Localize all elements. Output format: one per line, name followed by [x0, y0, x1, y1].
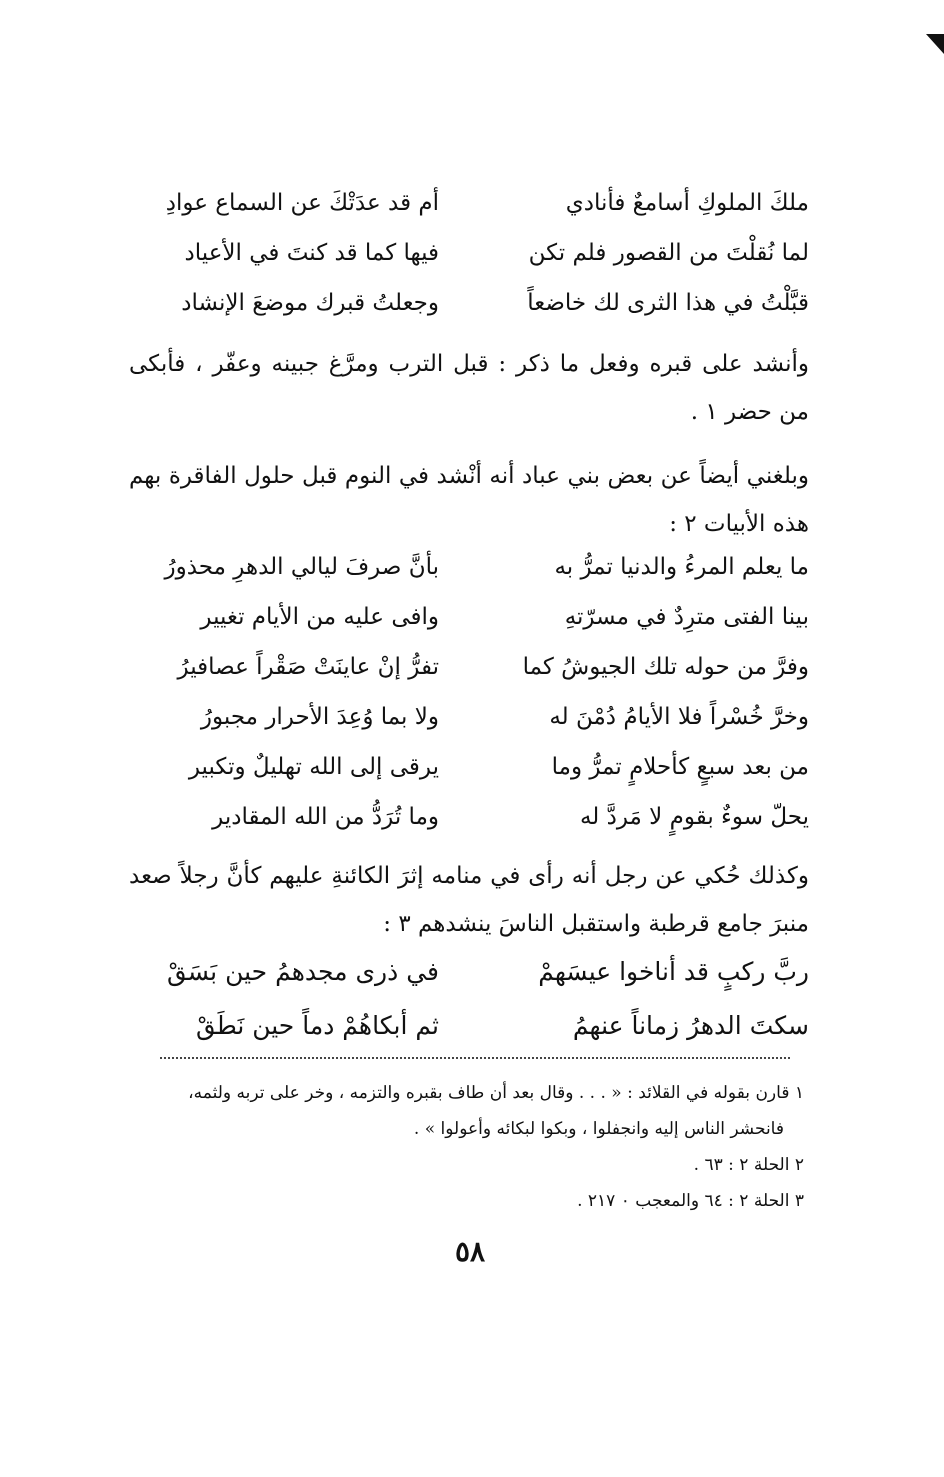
- verse-line: [129, 542, 809, 592]
- hemistich-first: يحلّ سوءٌ بقومٍ لا مَردَّ له: [579, 804, 809, 830]
- footnotes: [124, 1075, 804, 1219]
- hemistich-second: وافى عليه من الأيام تغيير: [200, 604, 439, 630]
- footnote-divider: [160, 1057, 790, 1059]
- paragraph-1: [129, 340, 809, 436]
- hemistich-second: في ذرى مجدهمُ حين بَسَقْ: [167, 957, 439, 986]
- page-number: ٥٨: [454, 1235, 486, 1268]
- verse-line: [129, 278, 809, 328]
- hemistich-first: ملكَ الملوكِ أسامعٌ فأنادي: [565, 190, 809, 216]
- verse-line: [129, 945, 809, 999]
- footnote-line: ١ قارن بقوله في القلائد : « . . . وقال بعد أن طاف بقبره والتزمه ، وخر على تربه ولثمه،: [188, 1083, 804, 1103]
- verse-line: [129, 592, 809, 642]
- verses-middle: [129, 542, 809, 842]
- hemistich-second: ثم أبكاهُمْ دماً حين نَطَقْ: [195, 1011, 439, 1040]
- hemistich-second: وما تُرَدُّ من الله المقادير: [212, 804, 439, 830]
- paragraph-text: وأنشد على قبره وفعل ما ذكر : قبل الترب ومرَّغ جبينه وعفّر ، فأبكى من حضر ١ .: [129, 351, 809, 425]
- hemistich-second: تفرُّ إنْ عاينَتْ صَقْراً عصافيرُ: [177, 654, 439, 680]
- hemistich-first: ربَّ ركبٍ قد أناخوا عيسَهمْ: [538, 957, 809, 986]
- paragraph-text: وبلغني أيضاً عن بعض بني عباد أنه أنْشد في النوم قبل حلول الفاقرة بهم هذه الأبيات ٢ :: [129, 463, 809, 537]
- hemistich-first: وفرَّ من حوله تلك الجيوشُ كما: [522, 654, 809, 680]
- hemistich-first: وخرَّ خُسْراً فلا الأيامُ دُمْنَ له: [549, 704, 809, 730]
- paragraph-3: [129, 852, 809, 948]
- hemistich-second: أم قد عدَتْكَ عن السماع عوادِ: [165, 190, 439, 216]
- footnote-line: فانحشر الناس إليه وانجفلوا ، وبكوا لبكائه وأعولوا » .: [413, 1119, 784, 1139]
- hemistich-first: ما يعلم المرءُ والدنيا تمرُّ به: [554, 554, 809, 580]
- hemistich-first: لما نُقلْتَ من القصور فلم تكن: [528, 240, 809, 266]
- hemistich-first: بينا الفتى مترِدٌ في مسرّتهِ: [564, 604, 809, 630]
- verse-line: [129, 642, 809, 692]
- hemistich-second: بأنَّ صرفَ ليالي الدهرِ محذورُ: [164, 554, 439, 580]
- verse-line: [129, 228, 809, 278]
- verse-line: [129, 999, 809, 1053]
- verse-line: [129, 742, 809, 792]
- hemistich-second: يرقى إلى الله تهليلٌ وتكبير: [188, 754, 439, 780]
- verse-line: [129, 792, 809, 842]
- hemistich-first: قبَّلْتُ في هذا الثرى لك خاضعاً: [527, 290, 809, 316]
- hemistich-first: من بعد سبعٍ كأحلامٍ تمرُّ وما: [551, 754, 809, 780]
- hemistich-second: فيها كما قد كنتَ في الأعياد: [184, 240, 439, 266]
- paragraph-2: [129, 452, 809, 548]
- hemistich-second: وجعلتُ قبرك موضعَ الإنشاد: [181, 290, 439, 316]
- hemistich-second: ولا بما وُعِدَ الأحرار مجبورُ: [200, 704, 439, 730]
- footnote-line: ٢ الحلة ٢ : ٦٣ .: [693, 1155, 804, 1175]
- verses-top: [129, 178, 809, 328]
- footnote-line: ٣ الحلة ٢ : ٦٤ والمعجب ٠ ٢١٧ .: [577, 1191, 804, 1211]
- hemistich-first: سكتَ الدهرُ زماناً عنهمُ: [572, 1011, 809, 1040]
- verse-line: [129, 692, 809, 742]
- verses-bottom: [129, 945, 809, 1053]
- verse-line: [129, 178, 809, 228]
- paragraph-text: وكذلك حُكي عن رجل أنه رأى في منامه إثرَ الكائنةِ عليهم كأنَّ رجلاً صعد منبرَ جامع قرطبة واستقبل الناسَ ينشدهم ٣ :: [129, 863, 809, 937]
